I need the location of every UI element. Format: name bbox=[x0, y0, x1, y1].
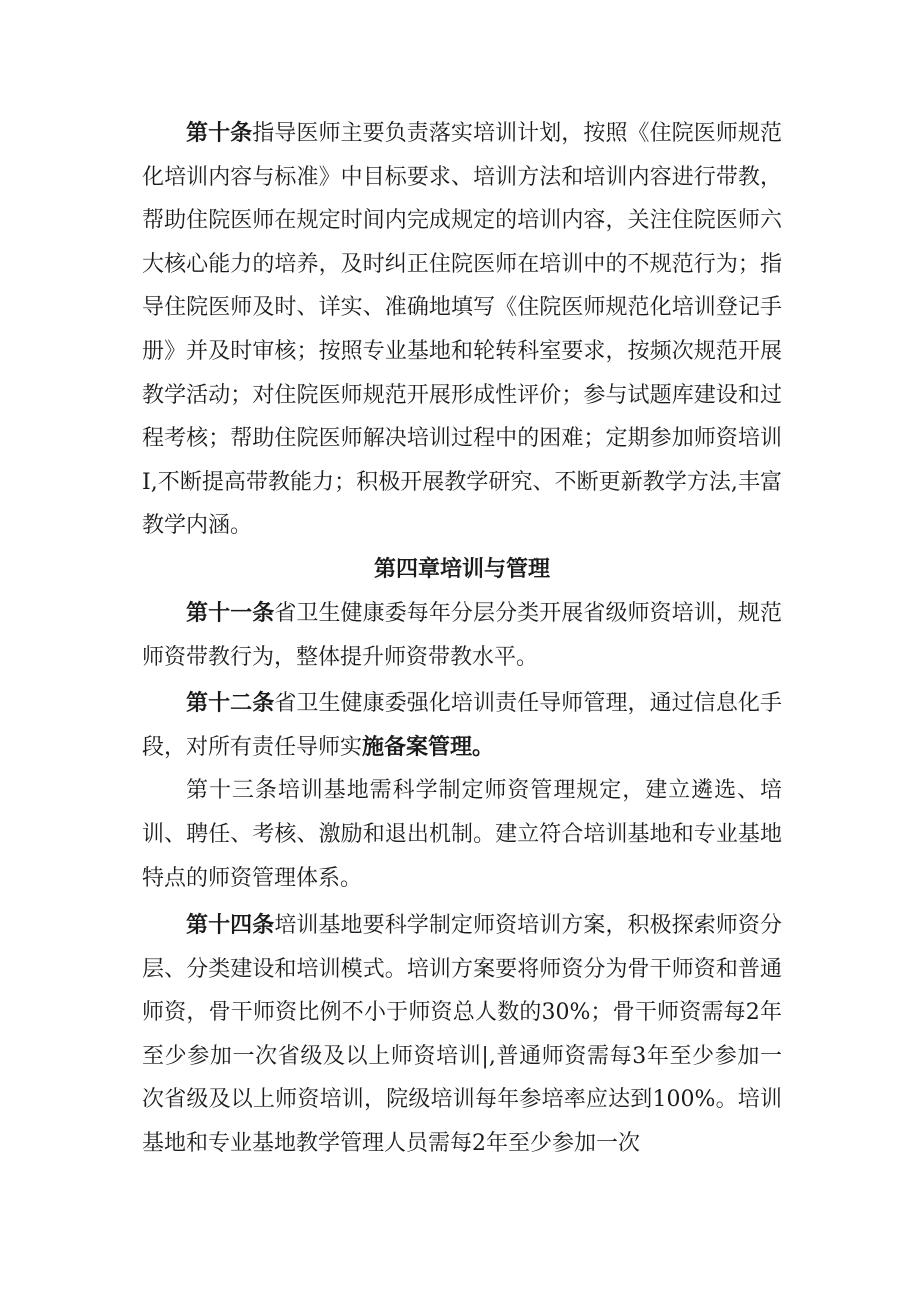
article-text: 省卫生健康委强化培训责任导师管理，通过信息化手段，对所有责任导师实 bbox=[142, 691, 782, 760]
paragraph-article-14 bbox=[142, 904, 782, 1166]
paragraph-article-10 bbox=[142, 112, 782, 548]
paragraph-article-13 bbox=[142, 769, 782, 900]
article-number: 第十一条 bbox=[186, 600, 275, 626]
article-text: 省卫生健康委每年分层分类开展省级师资培训，规范师资带教行为，整体提升师资带教水平。 bbox=[142, 600, 782, 670]
chapter-heading: 第四章培训与管理 bbox=[373, 556, 550, 582]
article-text: 培训基地要科学制定师资培训方案，积极探索师资分层、分类建设和培训模式。培训方案要将师资分为骨干师资和普通师资，骨干师资比例不小于师资总人数的30%；骨干师资需每2年至少参加一次省级及以上师资培训|,普通师资需每3年至少参加一次省级及以上师资培训，院级培训每年参培率应达到100%。培训基地和专业基地教学管理人员需每2年至少参加一次 bbox=[142, 913, 782, 1157]
article-number: 第十四条 bbox=[186, 913, 275, 939]
article-text-bold: 施备案管理。 bbox=[362, 734, 495, 760]
article-number: 第十条 bbox=[186, 121, 253, 146]
paragraph-article-11 bbox=[142, 592, 782, 679]
article-number: 第十二条 bbox=[186, 691, 275, 717]
article-text: 指导医师主要负责落实培训计划，按照《住院医师规范化培训内容与标准》中目标要求、培训方法和培训内容进行带教，帮助住院医师在规定时间内完成规定的培训内容，关注住院医师六大核心能力的培养，及时纠正住院医师在培训中的不规范行为；指导住院医师及时、详实、准确地填写《住院医师规范化培训登记手册》并及时审核；按照专业基地和轮转科室要求，按频次规范开展教学活动；对住院医师规范开展形成性评价；参与试题库建设和过程考核；帮助住院医师解决培训过程中的困难；定期参加师资培训Ⅰ,不断提高带教能力；积极开展教学研究、不断更新教学方法,丰富教学内涵。 bbox=[142, 121, 782, 539]
article-text: 第十三条培训基地需科学制定师资管理规定，建立遴选、培训、聘任、考核、激励和退出机制。建立符合培训基地和专业基地特点的师资管理体系。 bbox=[142, 778, 782, 891]
paragraph-article-12 bbox=[142, 682, 782, 769]
document-body bbox=[142, 112, 782, 1166]
